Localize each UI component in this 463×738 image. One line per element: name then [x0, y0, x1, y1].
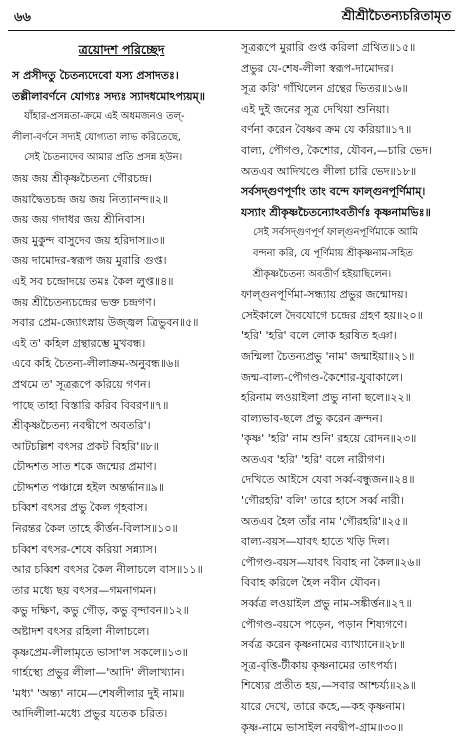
verse-line: যাঁহার-প্রসন্নতা-ক্রমে এই অধমজনও তল্‌- — [24, 111, 185, 123]
page-header — [8, 6, 455, 26]
verse-line: 'কৃষ্ণ' 'হরি' নাম শুনি' রহয়ে রোদন॥২৩॥ — [241, 432, 417, 446]
verse-line: সূত্ররূপে মুরারি গুপ্ত করিলা গ্রথিত॥১৫॥ — [241, 41, 416, 54]
verse-line: যস্যাং শ্রীকৃষ্ণচৈতন্যোঽবতীর্ণঃ কৃষ্ণনামভিঃ॥ — [241, 205, 431, 219]
verse-line: চব্বিশ বৎসর-শেষে করিয়া সন্ন্যাস। — [12, 542, 157, 556]
verse-line: কভু দক্ষিণ, কভু গৌড়, কভু বৃন্দাবন॥১২॥ — [12, 604, 189, 618]
verse-line: 'গৌরহরি' বলি' তারে হাসে সর্ব্ব নারী। — [241, 494, 404, 508]
verse-line: এই সব চন্দ্রোদয়ে তমঃ কৈল লুপ্ত॥৪॥ — [12, 274, 174, 288]
verse-line: অষ্টাদশ বৎসর রহিলা নীলাচলে। — [12, 625, 150, 639]
verse-line: জন্মিলা চৈতন্যপ্রভু 'নাম' জন্মাইয়া॥২১॥ — [241, 349, 415, 363]
verse-line: শ্রীকৃষ্ণচৈতন্য নবদ্বীপে অবতরি'। — [12, 419, 151, 433]
verse-line: শ্রীকৃষ্ণচৈতন্য অবতীর্ণ হইয়াছিলেন। — [253, 268, 392, 280]
verse-line: তল্লীলাবর্ণনে যোগ্যঃ সদ্যঃ স্যাদধমোঽপ্যয়ম্‌॥ — [12, 89, 205, 103]
verse-line: অতএব আদিখণ্ডে লীলা চারি ভেদ॥১৮॥ — [241, 164, 417, 178]
verse-line: পৌগণ্ড-বয়সে পড়েন, পড়ান শিষ্যগণে। — [241, 617, 408, 631]
verse-line: দেখিতে আইসে যেবা সর্ব্ব-বন্ধুজন॥২৪॥ — [241, 473, 415, 487]
verse-line: সেই সর্বসদ্গুণপূর্ণ ফাল্গুনপূর্ণিমাকে আমি — [253, 227, 418, 239]
left-verses — [12, 66, 231, 725]
verse-line: এই দুই জনের সূত্র দেখিয়া শুনিয়া। — [241, 102, 390, 116]
verse-line: ফাল্গুনপূর্ণিমা-সন্ধ্যায় প্রভুর জন্মোদয়। — [241, 288, 408, 302]
verse-line: সূত্র-বৃত্তি-টীকায় কৃষ্ণনামের তাৎপর্য্য। — [241, 658, 397, 672]
verse-line: পৌগণ্ড-বয়স—যাবৎ বিবাহ না কৈল॥২৬॥ — [241, 555, 421, 569]
verse-line: চৌদ্দশত পঞ্চান্নে হইল অন্তর্দ্ধান॥৯॥ — [12, 480, 165, 494]
verse-line: প্রথমে ত' সূত্ররূপে করিয়ে গণন। — [12, 377, 151, 391]
verse-line: সর্ব্বত্র লওয়াইল প্রভু নাম-সঙ্কীর্ত্তন॥২৭॥ — [241, 597, 412, 611]
verse-line: স প্রসীদতু চৈতন্যদেবো যস্য প্রসাদতঃ। — [12, 69, 179, 82]
verse-line: শিষ্যের প্রতীত হয়,—সবার আশ্চর্য্য॥২৯॥ — [241, 679, 416, 693]
chapter-title: ত্রয়োদশ পরিচ্ছেদ — [78, 42, 165, 57]
verse-line: জন্ম-বাল্য-পৌগণ্ড-কৈশোর-যুবাকালে। — [241, 370, 403, 384]
verse-line: হরিনাম লওয়াইলা প্রভু নানা ছলে॥২২॥ — [241, 391, 411, 405]
verse-line: এবে কহি চৈতন্য-লীলাক্রম-অনুবন্ধ॥৬॥ — [12, 357, 180, 371]
verse-line: 'মধ্য' 'অন্ত্য' নামে—শেষলীলার দুই নাম॥ — [12, 686, 185, 700]
verse-line: সেইকালে দৈবযোগে চন্দ্রের গ্রহণ হয়॥২০॥ — [241, 308, 423, 322]
verse-line: জয় মুকুন্দ বাসুদেব জয় হরিদাস॥৩॥ — [12, 233, 165, 247]
header-rule — [8, 30, 455, 31]
verse-line: বর্ণনা করেন বৈষ্ণব ক্রম যে করিয়া॥১৭॥ — [241, 123, 412, 137]
verse-line: 'হরি' 'হরি' বলে লোক হরষিত হঞা। — [241, 329, 397, 343]
verse-line: বিবাহ করিলে হৈল নবীন যৌবন। — [241, 576, 381, 590]
verse-line: বন্দনা করি, যে পূর্ণিমায় শ্রীকৃষ্ণনাম-সহিত — [253, 247, 413, 259]
verse-line: কৃষ্ণপ্রেম-লীলামৃতে ভাসা'ল সকলে॥১৩॥ — [12, 645, 188, 659]
verse-line: জয় শ্রীচৈতন্যচন্দ্রের ভক্ত চন্দ্রগণ। — [12, 295, 156, 309]
verse-line: লীলা-বর্ণনে সদ্যই যোগ্যতা লাভ করিতেছে, — [12, 131, 182, 143]
page-number: ৬৬ — [14, 10, 31, 25]
verse-line: জয়াদ্বৈতচন্দ্র জয় জয় নিত্যানন্দ॥২॥ — [12, 192, 169, 206]
verse-line: সবার প্রেম-জ্যোৎস্নায় উজ্জ্বল ত্রিভুবন॥৫॥ — [12, 316, 199, 330]
verse-line: তার মধ্যে ছয় বৎসর—গমনাগমন। — [12, 583, 157, 597]
verse-line: সেই চৈতন্যদেব আমার প্রতি প্রসন্ন হউন। — [24, 152, 183, 164]
verse-line: নিরন্তর কৈল তাহে কীর্ত্তন-বিলাস॥১০॥ — [12, 522, 178, 536]
verse-line: সূত্র করি' গাঁথিলেন গ্রন্থের ভিতর॥১৬॥ — [241, 82, 408, 96]
verse-line: সর্বসদ্গুণপূর্ণাং তাং বন্দে ফাল্গুনপূর্ণিমাম্‌। — [241, 185, 426, 199]
verse-line: আদিলীলা-মধ্যে প্রভুর যতেক চরিত। — [12, 707, 168, 721]
verse-line: আটচল্লিশ বৎসর প্রকট বিহরি'॥৮॥ — [12, 439, 159, 453]
verse-line: পাছে তাহা বিস্তারি করিব বিবরণ॥৭॥ — [12, 398, 169, 412]
verse-line: জয় দামোদর-স্বরূপ জয় মুরারি গুপ্ত। — [12, 254, 167, 268]
verse-line: বাল্যভাব-ছলে প্রভু করেন ক্রন্দন। — [241, 411, 383, 425]
verse-line: জয় জয় গদাধর জয় শ্রীনিবাস। — [12, 213, 146, 227]
verse-line: সর্বত্র করেন কৃষ্ণনামের ব্যাখ্যানে॥২৮॥ — [241, 638, 406, 652]
running-title: শ্রীশ্রীচৈতন্যচরিতামৃত — [341, 9, 451, 24]
verse-line: এই ত' কহিল গ্রন্থারম্ভে মুখবন্ধ। — [12, 336, 146, 350]
verse-line: আর চব্বিশ বৎসর কৈল নীলাচলে বাস॥১১॥ — [12, 563, 203, 577]
verse-line: প্রভুর যে-শেষ-লীলা স্বরূপ-দামোদর। — [241, 61, 394, 75]
verse-line: বাল্য-বয়স—যাবৎ হাতে খড়ি দিল। — [241, 535, 390, 549]
right-column — [241, 38, 454, 738]
verse-line: অতএব হৈল তাঁর নাম 'গৌরহরি'॥২৫॥ — [241, 514, 408, 528]
verse-line: যারে দেখে, তারে কহে,—কহ কৃষ্ণনাম। — [241, 700, 406, 713]
left-column — [12, 38, 231, 725]
verse-line: কৃষ্ণ-নামে ভাসাইল নবদ্বীপ-গ্রাম॥৩০॥ — [241, 720, 404, 734]
verse-line: চব্বিশ বৎসর প্রভু কৈল গৃহবাস। — [12, 501, 148, 515]
verse-line: অতএব 'হরি' 'হরি' বলে নারীগণ। — [241, 452, 385, 466]
verse-line: গার্হস্থ্যে প্রভুর লীলা—'আদি' লীলাখ্যান। — [12, 666, 185, 680]
verse-line: চৌদ্দশত সাত শকে জন্মের প্রমাণ। — [12, 460, 157, 474]
right-verses — [241, 38, 454, 738]
verse-line: বাল্য, পৌগণ্ড, কৈশোর, যৌবন,—চারি ভেদ। — [241, 143, 432, 157]
verse-line: জয় জয় শ্রীকৃষ্ণচৈতন্য গৌরচন্দ্র। — [12, 171, 153, 185]
